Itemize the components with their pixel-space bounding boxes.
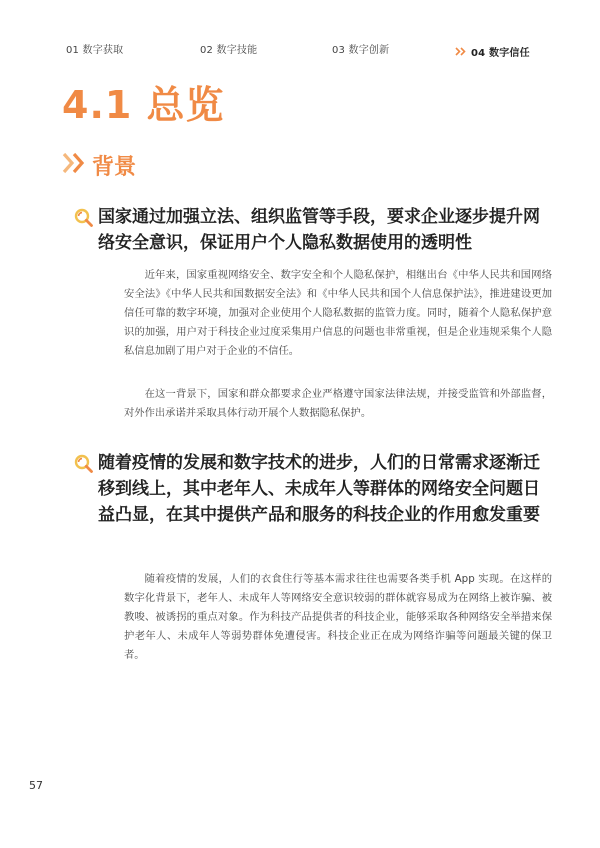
section-title: 背景	[92, 155, 137, 180]
block-heading: 国家通过加强立法、组织监管等手段，要求企业逐步提升网络安全意识，保证用户个人隐私数据使用的透明性	[98, 207, 540, 253]
page-title: 4.1 总览	[62, 83, 225, 127]
block-paragraph: 随着疫情的发展，人们的衣食住行等基本需求往往也需要各类手机 App 实现。在这样的数字化背景下，老年人、未成年人等网络安全意识较弱的群体就容易成为在网络上被诈骗、被教唆、被诱拐的重点对象。作为科技产品提供者的科技企业，能够采取各种网络安全举措来保护老年人、未成年人等弱势群体免遭侵害。科技企业正在成为网络诈骗等问题最关键的保卫者。	[124, 573, 552, 661]
magnifier-icon	[74, 208, 94, 228]
double-chevron-icon	[62, 152, 88, 174]
magnifier-icon	[74, 454, 94, 474]
nav-item-digital-skills[interactable]: 02 数字技能	[200, 45, 258, 56]
content-block	[74, 450, 554, 670]
top-navigation	[66, 41, 540, 59]
block-paragraph: 近年来，国家重视网络安全、数字安全和个人隐私保护，相继出台《中华人民共和国网络安全法》《中华人民共和国数据安全法》和《中华人民共和国个人信息保护法》，推进建设更加信任可靠的数字环境，加强对企业使用个人隐私数据的监管力度。同时，随着个人隐私保护意识的加强，用户对于科技企业过度采集用户信息的问题也非常重视，但是企业违规采集个人隐私信息加剧了用户对于企业的不信任。	[124, 269, 552, 357]
nav-item-digital-trust-label: 04 数字信任	[471, 48, 530, 59]
double-chevron-icon	[455, 47, 467, 56]
nav-item-digital-acquisition[interactable]: 01 数字获取	[66, 45, 124, 56]
nav-item-digital-innovation[interactable]: 03 数字创新	[332, 45, 390, 56]
content-block	[74, 204, 554, 434]
page-number: 57	[29, 779, 43, 792]
nav-item-digital-trust[interactable]	[455, 41, 530, 60]
block-heading: 随着疫情的发展和数字技术的进步，人们的日常需求逐渐迁移到线上，其中老年人、未成年人等群体的网络安全问题日益凸显，在其中提供产品和服务的科技企业的作用愈发重要	[98, 453, 540, 525]
block-paragraph: 在这一背景下，国家和群众都要求企业严格遵守国家法律法规，并接受监管和外部监督，对外作出承诺并采取具体行动开展个人数据隐私保护。	[124, 388, 552, 419]
